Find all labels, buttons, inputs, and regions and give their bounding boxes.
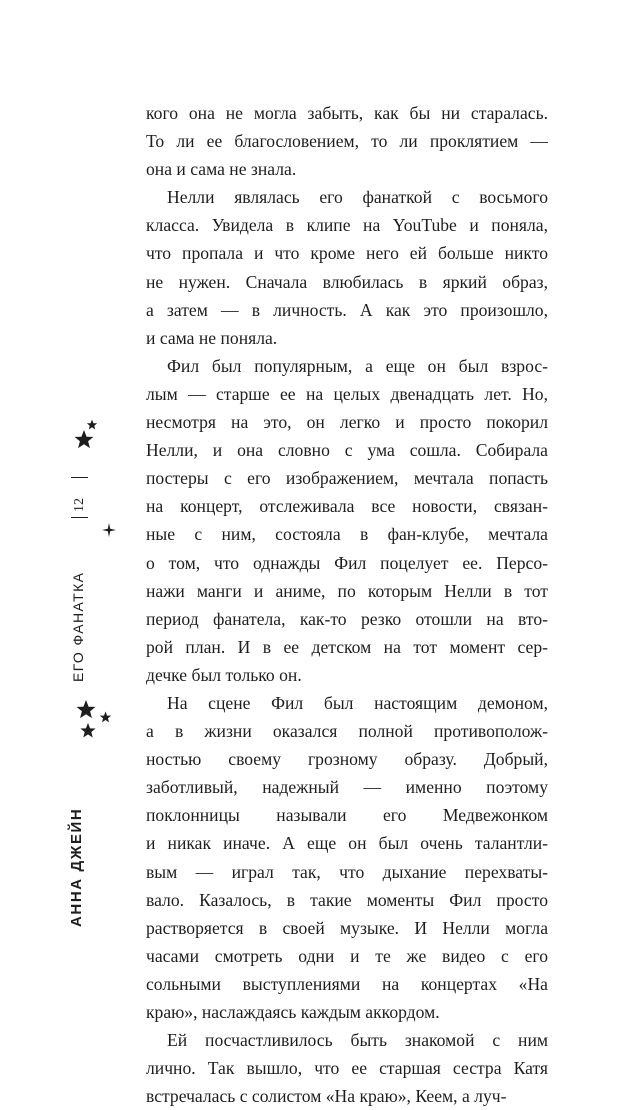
text-line: Ей посчастливилось быть знакомой с ним — [167, 1030, 548, 1051]
star-large-icon — [75, 699, 97, 721]
sparkle-icon — [101, 522, 117, 538]
page-number-rule-top — [71, 477, 88, 478]
text-line: растворяется в своей музыке. И Нелли могла — [146, 917, 548, 938]
star-small-icon — [99, 711, 112, 724]
text-line: нажи манги и аниме, по которым Нелли в тот — [146, 580, 548, 601]
text-line: несмотря на это, он легко и просто покорил — [146, 412, 548, 433]
text-line: краю», наслаждаясь каждым аккордом. — [146, 1002, 440, 1022]
text-line: не нужен. Сначала влюбилась в яркий образ, — [146, 271, 548, 292]
body-text — [146, 99, 548, 1110]
text-line: Нелли являлась его фанаткой с восьмого — [167, 187, 548, 208]
text-line: лично. Так вышло, что ее старшая сестра Катя — [146, 1058, 548, 1079]
text-line: встречалась с солистом «На краю», Кеем, а луч- — [146, 1086, 507, 1107]
text-line: что пропала и что кроме него ей больше никто — [146, 243, 548, 264]
star-large-icon — [73, 429, 95, 451]
text-line: постеры с его изображением, мечтала попасть — [146, 468, 548, 489]
paragraph — [146, 352, 548, 689]
text-line: класса. Увидела в клипе на YouTube и поняла, — [146, 215, 548, 236]
text-line: о том, что однажды Фил поцелует ее. Персо- — [146, 552, 548, 573]
text-line: поклонницы называли его Медвежонком — [146, 805, 548, 826]
star-medium-icon — [79, 722, 97, 740]
text-line: рой план. И в ее детском на тот момент сер- — [146, 636, 548, 657]
text-line: заботливый, надежный — именно поэтому — [146, 777, 548, 798]
paragraph — [146, 183, 548, 352]
text-line: ностью своему грозному образу. Добрый, — [146, 749, 548, 770]
text-line: ные с ним, состояла в фан-клубе, мечтала — [146, 524, 548, 545]
text-line: Фил был популярным, а еще он был взрос- — [167, 355, 548, 376]
text-line: на концерт, отслеживала все новости, связан- — [146, 496, 548, 517]
paragraph — [146, 689, 548, 1026]
page-number-rule-bottom — [71, 517, 88, 518]
text-line: вало. Казалось, в такие моменты Фил просто — [146, 889, 548, 910]
text-line: период фанатела, как-то резко отошли на вто- — [146, 608, 548, 629]
text-line: и сама не поняла. — [146, 327, 278, 348]
paragraph — [146, 1026, 548, 1110]
author-name: АННА ДЖЕЙН — [68, 807, 85, 927]
text-line: вым — играл так, что дыхание перехваты- — [146, 861, 548, 882]
text-line: а затем — в личность. А как это произошло, — [146, 299, 548, 320]
text-line: дечке был только он. — [146, 664, 302, 685]
text-line: и никак иначе. А еще он был очень талантли- — [146, 833, 548, 854]
text-line: Нелли, и она словно с ума сошла. Собирала — [146, 440, 548, 461]
text-line: лым — старше ее на целых двенадцать лет. Но, — [146, 383, 548, 404]
page-number: 12 — [72, 498, 87, 512]
paragraph — [146, 99, 548, 183]
text-line: она и сама не знала. — [146, 159, 297, 180]
text-line: кого она не могла забыть, как бы ни старалась. — [146, 103, 548, 123]
text-line: часами смотреть одни и те же видео с его — [146, 945, 548, 966]
text-line: На сцене Фил был настоящим демоном, — [167, 692, 548, 713]
text-line: а в жизни оказался полной противополож- — [146, 721, 548, 742]
text-line: сольными выступлениями на концертах «На — [146, 973, 548, 994]
text-line: То ли ее благословением, то ли проклятием — — [146, 131, 548, 152]
star-small-icon — [86, 419, 98, 431]
book-title: ЕГО ФАНАТКА — [70, 571, 86, 682]
